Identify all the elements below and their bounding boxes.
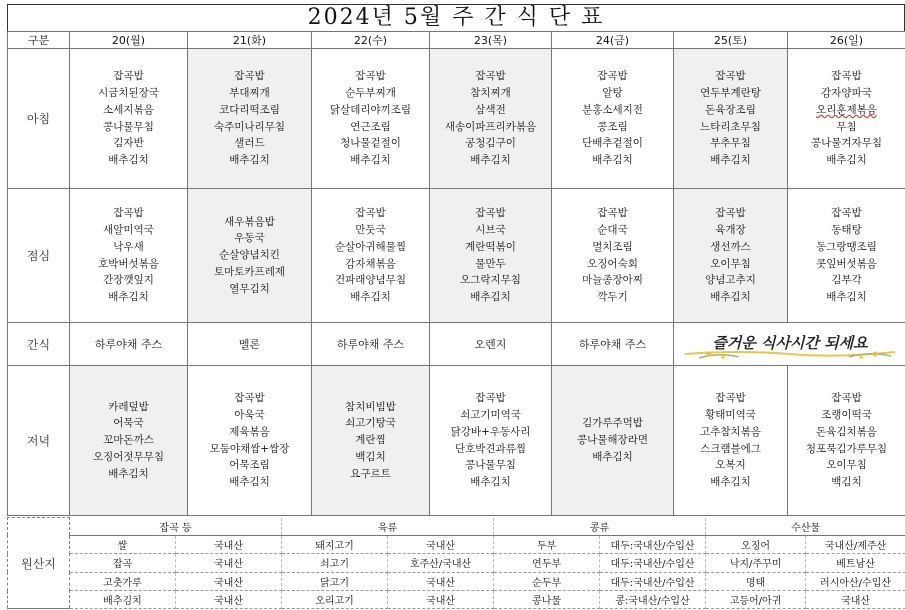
origin-item: 콩나물: [494, 591, 600, 609]
row-label-dinner: 저녁: [8, 366, 70, 516]
menu-item: 잡곡밥: [113, 207, 144, 220]
menu-item: 분홍소세지전: [582, 103, 643, 116]
dinner-row: [8, 366, 905, 516]
menu-item: 황태미역국: [705, 408, 756, 421]
origin-row: [8, 535, 905, 553]
breakfast-cell: [312, 49, 430, 189]
origin-item: 오리고기: [282, 591, 388, 609]
menu-item: 배추김치: [108, 467, 149, 480]
menu-item: 제육볶음: [229, 425, 270, 438]
menu-item: 숙주미나리무침: [213, 120, 285, 133]
origin-item: 명태: [706, 572, 806, 590]
menu-item: 배추김치: [229, 154, 270, 167]
menu-item: 새송이파프리카볶음: [444, 120, 537, 133]
menu-item: 배추김치: [470, 291, 511, 304]
menu-item: 샐러드: [234, 137, 265, 150]
origin-country: 베트남산: [806, 554, 905, 572]
menu-item: 배추김치: [229, 476, 270, 489]
menu-item: 백김치: [831, 476, 862, 489]
snack-row: [8, 323, 905, 366]
svg-text:즐거운 식사시간 되세요: 즐거운 식사시간 되세요: [711, 334, 868, 352]
menu-item: 오리훈제볶음: [816, 103, 877, 116]
menu-item: 잡곡밥: [715, 70, 746, 83]
origin-country: 국내산: [176, 535, 282, 553]
dinner-cell: [674, 366, 788, 516]
banner-image: [674, 323, 905, 366]
origin-item: 쌀: [70, 535, 176, 553]
origin-item: 고등어/아귀: [706, 591, 806, 609]
origin-item: 연두부: [494, 554, 600, 572]
menu-item: 단배추겉절이: [582, 137, 643, 150]
menu-item: 참치비빔밥: [345, 400, 396, 413]
menu-item: 콩나물무침: [103, 120, 154, 133]
menu-item: 콩나물해장라면: [576, 434, 648, 447]
menu-item: 참치찌개: [470, 86, 511, 99]
menu-item: 마늘종장아찌: [582, 274, 643, 287]
menu-item: 배추김치: [592, 450, 633, 463]
menu-item: 카레덮밥: [108, 400, 149, 413]
origin-country: 호주산/국내산: [388, 554, 494, 572]
menu-item: 잡곡밥: [831, 207, 862, 220]
menu-item: 열무김치: [229, 282, 270, 295]
header-day: 26(일): [788, 32, 905, 49]
menu-item: 배추김치: [350, 291, 391, 304]
menu-item: 오그락지무침: [460, 274, 521, 287]
dinner-cell: [188, 366, 312, 516]
menu-item: 건파래양념무침: [334, 274, 406, 287]
menu-item: 감자양파국: [821, 86, 872, 99]
header-category: 구분: [8, 32, 70, 49]
menu-item: 닭강바+우동사리: [450, 425, 531, 438]
menu-item: 쇠고기미역국: [460, 408, 521, 421]
origin-country: 국내산: [388, 572, 494, 590]
menu-item: 돈육김치볶음: [816, 425, 877, 438]
menu-item: 배추김치: [108, 291, 149, 304]
menu-item: 잡곡밥: [715, 392, 746, 405]
origin-item: 낙지/주꾸미: [706, 554, 806, 572]
menu-item: 잡곡밥: [831, 70, 862, 83]
origin-country: 대두:국내산/수입산: [600, 572, 706, 590]
menu-item: 낙우새: [113, 240, 144, 253]
origin-country: 대두:국내산/수입산: [600, 535, 706, 553]
menu-item: 연근조림: [350, 120, 391, 133]
menu-item: 배추김치: [710, 154, 751, 167]
menu-item: 잡곡밥: [597, 207, 628, 220]
menu-item: 아욱국: [234, 408, 265, 421]
origin-row: [8, 591, 905, 609]
menu-item: 단호박견과류찜: [454, 442, 526, 455]
lunch-cell: [312, 189, 430, 323]
dinner-cell: [70, 366, 188, 516]
menu-item: 잡곡밥: [234, 70, 265, 83]
menu-item: 쇠고기탕국: [345, 417, 396, 430]
menu-item: 배추김치: [710, 291, 751, 304]
origin-item: 배추김치: [70, 591, 176, 609]
origin-country: 국내산: [176, 554, 282, 572]
row-label-snack: 간식: [8, 323, 70, 366]
dinner-cell: [312, 366, 430, 516]
snack-cell: 하루야채 주스: [552, 323, 674, 366]
menu-item: 백김치: [355, 450, 386, 463]
menu-item: 꼬마돈까스: [103, 434, 154, 447]
origin-row: [8, 554, 905, 572]
menu-item: 배추김치: [350, 154, 391, 167]
origin-header-row: [8, 518, 905, 536]
origin-row: [8, 572, 905, 590]
menu-item: 동태탕: [831, 223, 862, 236]
snack-cell: 하루야채 주스: [70, 323, 188, 366]
breakfast-cell: [70, 49, 188, 189]
origin-country: 국내산: [806, 591, 905, 609]
origin-group-header: 잡곡 등: [70, 518, 282, 536]
menu-item: 배추김치: [470, 476, 511, 489]
menu-item: 시금치된장국: [98, 86, 159, 99]
origin-item: 순두부: [494, 572, 600, 590]
menu-item: 배추김치: [592, 154, 633, 167]
menu-item: 김자반: [113, 137, 144, 150]
menu-item: 멸치조림: [592, 240, 633, 253]
menu-item: 콩나물겨자무침: [810, 137, 882, 150]
menu-item: 콩나물무침: [465, 459, 516, 472]
menu-item: 배추김치: [826, 291, 867, 304]
menu-item: 잡곡밥: [355, 207, 386, 220]
origin-item: 돼지고기: [282, 535, 388, 553]
origin-country: 국내산: [176, 572, 282, 590]
menu-item: 어묵조림: [229, 459, 270, 472]
menu-item: 배추김치: [470, 154, 511, 167]
origin-country: 국내산: [176, 591, 282, 609]
origin-item: 쇠고기: [282, 554, 388, 572]
breakfast-cell: [674, 49, 788, 189]
menu-item: 잡곡밥: [355, 70, 386, 83]
menu-item: 토마토카프레제: [213, 265, 285, 278]
menu-item: 순살아귀해물찜: [334, 240, 406, 253]
snack-cell: 멜론: [188, 323, 312, 366]
menu-item: 오징어숙회: [587, 257, 638, 270]
lunch-row: [8, 189, 905, 323]
menu-item: 조랭이떡국: [821, 408, 872, 421]
menu-table: [7, 31, 905, 516]
header-day: 21(화): [188, 32, 312, 49]
menu-item: 감자채볶음: [345, 257, 396, 270]
origin-country: 대두:국내산/수입산: [600, 554, 706, 572]
lunch-cell: [70, 189, 188, 323]
menu-item: 김가루주먹밥: [582, 417, 643, 430]
origin-group-header: 수산물: [706, 518, 905, 536]
menu-item: 호박버섯볶음: [98, 257, 159, 270]
menu-item: 알탕: [602, 86, 623, 99]
lunch-cell: [552, 189, 674, 323]
menu-item: 공청김구이: [465, 137, 516, 150]
row-label-lunch: 점심: [8, 189, 70, 323]
breakfast-row: [8, 49, 905, 189]
origin-country: 콩:국내산/수입산: [600, 591, 706, 609]
menu-item: 김부각: [831, 274, 862, 287]
breakfast-cell: [430, 49, 552, 189]
menu-item: 오징어젓무무침: [92, 450, 164, 463]
menu-item: 소세지볶음: [103, 103, 154, 116]
menu-item: 청포묵김가루무침: [805, 442, 888, 455]
origin-country: 국내산: [388, 591, 494, 609]
lunch-cell: [674, 189, 788, 323]
menu-item: 생선까스: [710, 240, 751, 253]
origin-item: 닭고기: [282, 572, 388, 590]
menu-item: 스크램블에그: [700, 442, 761, 455]
menu-item: 순두부찌개: [345, 86, 396, 99]
menu-item: 순대국: [597, 223, 628, 236]
breakfast-cell: [188, 49, 312, 189]
snack-cell: 하루야채 주스: [312, 323, 430, 366]
lunch-cell: [788, 189, 905, 323]
origin-item: 두부: [494, 535, 600, 553]
dinner-cell: [788, 366, 905, 516]
dinner-cell: [430, 366, 552, 516]
menu-item: 잡곡밥: [475, 207, 506, 220]
menu-item: 느타리초무침: [700, 120, 761, 133]
lunch-cell: [188, 189, 312, 323]
header-day: 20(월): [70, 32, 188, 49]
menu-item: 콧잎버섯볶음: [816, 257, 877, 270]
menu-item: 요구르트: [350, 467, 391, 480]
page-title: 2024년 5월 주 간 식 단 표: [7, 4, 905, 32]
menu-item: 잡곡밥: [831, 392, 862, 405]
origin-group-header: 콩류: [494, 518, 706, 536]
origin-group-header: 육류: [282, 518, 494, 536]
menu-item: 오이무침: [826, 459, 867, 472]
menu-item: 닭살데리야끼조림: [329, 103, 412, 116]
menu-item: 깍두기: [597, 291, 628, 304]
menu-item: 새알미역국: [103, 223, 154, 236]
menu-item: 계란찜: [355, 434, 386, 447]
menu-item: 배추김치: [826, 154, 867, 167]
menu-item: 우동국: [234, 232, 265, 245]
menu-item: 잡곡밥: [113, 70, 144, 83]
origin-item: 잡곡: [70, 554, 176, 572]
menu-item: 배추김치: [108, 154, 149, 167]
header-day: 22(수): [312, 32, 430, 49]
menu-item: 새우볶음밥: [224, 215, 275, 228]
menu-item: 코다리떡조림: [219, 103, 280, 116]
lunch-cell: [430, 189, 552, 323]
menu-item: 간장깻잎지: [103, 274, 154, 287]
menu-item: 물만두: [475, 257, 506, 270]
menu-item: 오복지: [715, 459, 746, 472]
menu-item: 무침: [836, 120, 857, 133]
menu-item: 배추김치: [710, 476, 751, 489]
row-label-breakfast: 아침: [8, 49, 70, 189]
breakfast-cell: [788, 49, 905, 189]
origin-label: 원산지: [8, 518, 70, 609]
dinner-cell: [552, 366, 674, 516]
header-day: 24(금): [552, 32, 674, 49]
menu-item: 잡곡밥: [475, 70, 506, 83]
menu-item: 콩조림: [597, 120, 628, 133]
menu-item: 육개장: [715, 223, 746, 236]
menu-item: 어묵국: [113, 417, 144, 430]
menu-item: 동그랑땡조림: [816, 240, 877, 253]
menu-item: 계란떡볶이: [465, 240, 516, 253]
menu-item: 잡곡밥: [597, 70, 628, 83]
snack-cell: 오렌지: [430, 323, 552, 366]
menu-item: 잡곡밥: [234, 392, 265, 405]
menu-item: 모둠야채쌈+쌈장: [209, 442, 290, 455]
origin-table: [7, 517, 905, 609]
menu-item: 시브국: [475, 223, 506, 236]
menu-item: 부대찌개: [229, 86, 270, 99]
header-day: 23(목): [430, 32, 552, 49]
menu-item: 청나물겉절이: [340, 137, 401, 150]
menu-item: 양념고추지: [705, 274, 756, 287]
menu-item: 고추참치볶음: [700, 425, 761, 438]
header-row: [8, 32, 905, 49]
menu-item: 부추무침: [710, 137, 751, 150]
menu-item: 잡곡밥: [475, 392, 506, 405]
origin-country: 국내산/제주산: [806, 535, 905, 553]
origin-country: 러시아산/수입산: [806, 572, 905, 590]
breakfast-cell: [552, 49, 674, 189]
origin-item: 고춧가루: [70, 572, 176, 590]
menu-item: 만둣국: [355, 223, 386, 236]
menu-item: 오이무침: [710, 257, 751, 270]
menu-item: 순살양념치킨: [219, 249, 280, 262]
menu-item: 삼색전: [475, 103, 506, 116]
origin-country: 국내산: [388, 535, 494, 553]
origin-item: 오징어: [706, 535, 806, 553]
menu-item: 연두부계란탕: [700, 86, 761, 99]
menu-item: 돈육장조림: [705, 103, 756, 116]
menu-item: 잡곡밥: [715, 207, 746, 220]
header-day: 25(토): [674, 32, 788, 49]
